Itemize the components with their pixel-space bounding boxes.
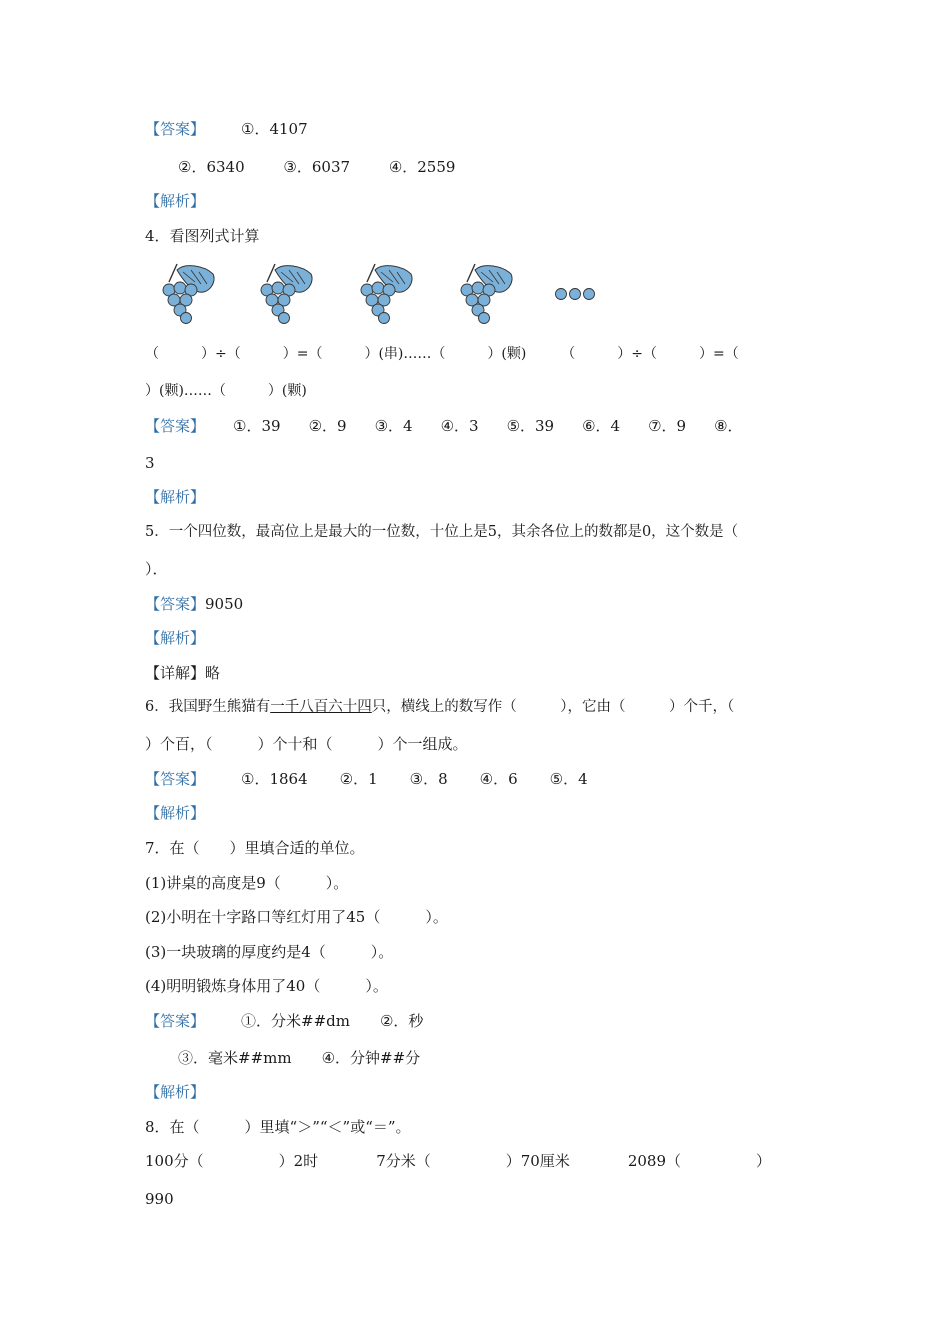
answer-item: ②．秒 bbox=[379, 1012, 424, 1030]
q3-analysis-tag: 【解析】 bbox=[145, 192, 206, 210]
q4-analysis-tag: 【解析】 bbox=[145, 488, 206, 506]
q8-wrap: 990 bbox=[145, 1190, 174, 1208]
q5-analysis-tag: 【解析】 bbox=[145, 629, 206, 647]
answer-item: ⑧． bbox=[714, 417, 743, 435]
q7-answer-line-2 bbox=[178, 1048, 420, 1068]
detail-text: 略 bbox=[205, 664, 221, 682]
answer-item: ③．毫米##mm bbox=[178, 1049, 292, 1067]
answer-tag: 【答案】 bbox=[145, 120, 206, 138]
q3-answer-line-2 bbox=[178, 157, 455, 177]
answer-tag: 【答案】 bbox=[145, 1012, 206, 1030]
q6-line-2: ）个百，（ ）个十和（ ）个一组成。 bbox=[145, 735, 468, 753]
single-grape-icon bbox=[570, 289, 581, 300]
answer-item: ③．6037 bbox=[283, 158, 351, 176]
answer-item: ②．6340 bbox=[178, 158, 245, 176]
grape-bunch-icon bbox=[163, 264, 214, 324]
q7-title: 7．在（ ）里填合适的单位。 bbox=[145, 839, 365, 857]
answer-tag: 【答案】 bbox=[145, 595, 206, 613]
single-grape-icon bbox=[584, 289, 595, 300]
answer-item: ④．6 bbox=[479, 770, 518, 788]
q6-analysis-tag: 【解析】 bbox=[145, 804, 206, 822]
q7-item-1: (1)讲桌的高度是9（ ）。 bbox=[145, 874, 349, 892]
q8-title: 8．在（ ）里填“＞”“＜”或“＝”。 bbox=[145, 1118, 411, 1136]
q6-line-1 bbox=[145, 697, 734, 717]
q5-line-2: ）． bbox=[145, 560, 168, 578]
answer-item: ③．8 bbox=[409, 770, 448, 788]
q5-detail-line bbox=[145, 663, 220, 683]
grape-bunch-icon bbox=[461, 264, 512, 324]
grape-bunch-icon bbox=[261, 264, 312, 324]
answer-item: ①．4107 bbox=[241, 120, 308, 138]
single-grape-icon bbox=[556, 289, 567, 300]
q5-answer-line bbox=[145, 594, 243, 614]
q8-item: 100分（ ）2时 bbox=[145, 1152, 319, 1170]
answer-item: ④．3 bbox=[440, 417, 479, 435]
answer-item: ②．9 bbox=[308, 417, 347, 435]
answer-item: ④．分钟##分 bbox=[321, 1049, 421, 1067]
grape-bunch-icon bbox=[361, 264, 412, 324]
q4-fill-line-1: （ ）÷（ ）=（ ）(串)……（ ）(颗) （ ）÷（ ）=（ bbox=[145, 346, 739, 362]
answer-item: ①．分米##dm bbox=[241, 1012, 350, 1030]
q7-item-2: (2)小明在十字路口等红灯用了45（ ）。 bbox=[145, 908, 448, 926]
q6-text: 只，横线上的数写作（ ），它由（ ）个千，（ bbox=[371, 699, 735, 715]
grape-figure bbox=[145, 258, 625, 324]
q4-title: 4．看图列式计算 bbox=[145, 227, 260, 245]
answer-item: ⑤．39 bbox=[506, 417, 555, 435]
answer-item: ②．1 bbox=[339, 770, 378, 788]
q4-answer-wrap: 3 bbox=[145, 454, 155, 472]
q6-underlined-number: 一千八百六十四 bbox=[270, 699, 372, 715]
q7-analysis-tag: 【解析】 bbox=[145, 1083, 206, 1101]
q7-item-3: (3)一块玻璃的厚度约是4（ ）。 bbox=[145, 943, 394, 961]
q3-answer-line bbox=[145, 119, 308, 139]
q5-line-1: 5．一个四位数，最高位上是最大的一位数，十位上是5，其余各位上的数都是0，这个数是（ bbox=[145, 524, 739, 540]
answer-tag: 【答案】 bbox=[145, 770, 206, 788]
q7-item-4: (4)明明锻炼身体用了40（ ）。 bbox=[145, 977, 388, 995]
detail-tag: 【详解】 bbox=[145, 664, 206, 682]
answer-item: ④．2559 bbox=[388, 158, 456, 176]
q4-fill-line-2: ）(颗)……（ ）(颗) bbox=[145, 383, 307, 399]
q8-item: 2089（ ） bbox=[627, 1152, 772, 1170]
q4-answer-line bbox=[145, 416, 743, 436]
q7-answer-line bbox=[145, 1011, 423, 1031]
answer-item: ⑦．9 bbox=[648, 417, 687, 435]
q6-text: 6．我国野生熊猫有 bbox=[145, 699, 271, 715]
q8-items-line bbox=[145, 1151, 771, 1171]
answer-item: ⑥．4 bbox=[582, 417, 621, 435]
answer-item: 9050 bbox=[205, 595, 244, 613]
q6-answer-line bbox=[145, 769, 588, 789]
answer-item: ③．4 bbox=[374, 417, 413, 435]
answer-item: ⑤．4 bbox=[549, 770, 588, 788]
answer-tag: 【答案】 bbox=[145, 417, 206, 435]
answer-item: ①．1864 bbox=[241, 770, 308, 788]
q8-item: 7分米（ ）70厘米 bbox=[376, 1152, 570, 1170]
answer-item: ①．39 bbox=[233, 417, 281, 435]
